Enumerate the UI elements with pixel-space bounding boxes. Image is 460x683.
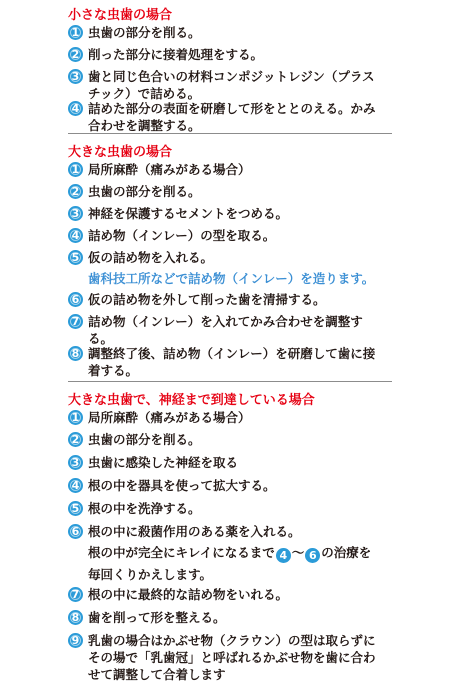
step-text: 根の中を器具を使って拡大する。 [88,478,276,493]
step-text: 詰め物（インレー）を入れてかみ合わせを調整す る。 [88,314,363,346]
step-text: 調整終了後、詰め物（インレー）を研磨して歯に接 着する。 [88,346,376,378]
step-number-badge: 9 [68,633,83,648]
step-text: 局所麻酔（痛みがある場合） [88,410,251,425]
step-text: 根の中に殺菌作用のある薬を入れる。 [88,524,301,539]
step-number-badge: 2 [68,184,83,199]
step-number-badge: 2 [68,47,83,62]
step-text: 虫歯の部分を削る。 [88,184,201,199]
step-number-badge: 5 [68,250,83,265]
step-number-badge: 8 [68,346,83,361]
repeat-text-after: の治療を [321,545,372,560]
step-number-badge: 6 [68,524,83,539]
step-number-badge: 4 [68,478,83,493]
step-text: 乳歯の場合はかぶせ物（クラウン）の型は取らずに その場で「乳歯冠」と呼ばれるかぶせ物を歯に合わ せて調整して合着します [88,633,376,682]
step-number-badge: 5 [68,501,83,516]
step-number-badge: 4 [68,228,83,243]
step-text: 歯と同じ色合いの材料コンポジットレジン（プラス チック）で詰める。 [88,69,375,101]
step-text: 詰めた部分の表面を研磨して形をととのえる。かみ 合わせを調整する。 [88,101,376,133]
step-text: 根の中に最終的な詰め物をいれる。 [88,587,289,602]
repeat-instruction [88,544,371,563]
lab-note: 歯科技工所などで詰め物（インレー）を造ります。 [88,271,375,286]
step-text: 虫歯の部分を削る。 [88,432,201,447]
repeat-range-separator: 〜 [291,545,305,560]
step-number-badge: 1 [68,25,83,40]
step-text: 詰め物（インレー）の型を取る。 [88,228,276,243]
step-number-badge: 1 [68,410,83,425]
section-divider [68,381,392,382]
step-number-badge: 3 [68,69,83,84]
repeat-text-before: 根の中が完全にキレイになるまで [88,545,275,560]
step-number-badge: 2 [68,432,83,447]
step-number-badge: 1 [68,162,83,177]
inline-step-badge-from: 4 [276,548,291,563]
step-text: 神経を保護するセメントをつめる。 [88,206,289,221]
step-text: 局所麻酔（痛みがある場合） [88,162,251,177]
step-number-badge: 8 [68,610,83,625]
step-number-badge: 3 [68,206,83,221]
step-number-badge: 3 [68,455,83,470]
step-text: 削った部分に接着処理をする。 [88,47,264,62]
step-number-badge: 7 [68,314,83,329]
section-title: 大きな虫歯で、神経まで到達している場合 [68,393,315,408]
section-divider [68,133,392,134]
step-text: 歯を削って形を整える。 [88,610,226,625]
step-text: 虫歯の部分を削る。 [88,25,201,40]
inline-step-badge-to: 6 [305,548,320,563]
step-text: 仮の詰め物を入れる。 [88,250,214,265]
section-title: 小さな虫歯の場合 [68,8,173,23]
step-number-badge: 6 [68,292,83,307]
step-number-badge: 7 [68,587,83,602]
repeat-instruction-line2: 毎回くりかえします。 [88,567,213,582]
step-text: 根の中を洗浄する。 [88,501,201,516]
step-text: 虫歯に感染した神経を取る [88,455,239,470]
step-number-badge: 4 [68,101,83,116]
step-text: 仮の詰め物を外して削った歯を清掃する。 [88,292,326,307]
section-title: 大きな虫歯の場合 [68,145,173,160]
